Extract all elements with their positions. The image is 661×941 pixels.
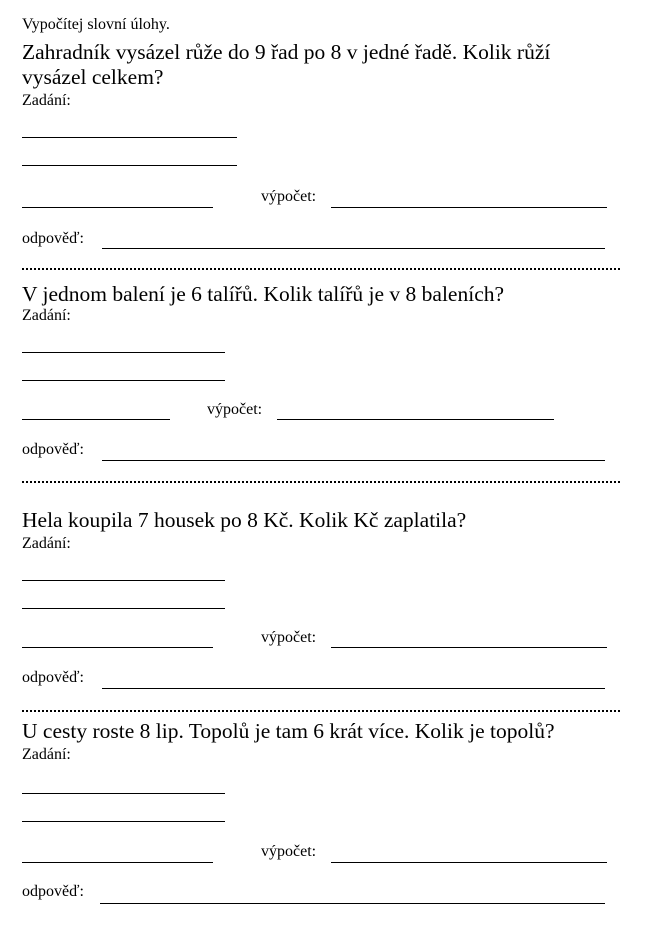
problem-3-text-line1: Hela koupila 7 housek po 8 Kč. Kolik Kč zaplatila? [22,508,467,532]
problem-4-vypocet-label: výpočet: [261,843,317,860]
problem-1-zadani-line-2[interactable] [22,165,237,166]
separator-dotted-3 [22,710,620,712]
separator-dotted-1 [22,268,620,270]
problem-3-vypocet-label: výpočet: [261,629,317,646]
problem-4-zadani-line-3[interactable] [22,862,213,863]
problem-4-zadani-line-1[interactable] [22,793,225,794]
problem-4-vypocet-line[interactable] [331,862,607,863]
problem-3-vypocet-line[interactable] [331,647,607,648]
problem-1-text-line2: vysázel celkem? [22,65,164,89]
problem-2-odpoved-line[interactable] [102,460,605,461]
problem-4-odpoved-label: odpověď: [22,883,84,900]
problem-3-odpoved-label: odpověď: [22,669,84,686]
problem-2-zadani-line-1[interactable] [22,352,225,353]
problem-2-vypocet-line[interactable] [277,419,554,420]
problem-4-odpoved-line[interactable] [100,903,605,904]
problem-1-zadani-label: Zadání: [22,92,71,109]
problem-3-zadani-label: Zadání: [22,535,71,552]
problem-4-zadani-line-2[interactable] [22,821,225,822]
separator-dotted-2 [22,481,620,483]
instruction-text: Vypočítej slovní úlohy. [22,16,170,33]
problem-2-zadani-label: Zadání: [22,307,71,324]
problem-2-text-line1: V jednom balení je 6 talířů. Kolik talířů je v 8 baleních? [22,282,505,306]
problem-4-zadani-label: Zadání: [22,746,71,763]
problem-2-zadani-line-2[interactable] [22,380,225,381]
problem-3-odpoved-line[interactable] [102,688,605,689]
problem-1-text-line1: Zahradník vysázel růže do 9 řad po 8 v jedné řadě. Kolik růží [22,40,551,64]
problem-1-vypocet-line[interactable] [331,207,607,208]
problem-2-zadani-line-3[interactable] [22,419,170,420]
problem-2-odpoved-label: odpověď: [22,441,84,458]
problem-4-text-line1: U cesty roste 8 lip. Topolů je tam 6 krát více. Kolik je topolů? [22,719,555,743]
problem-1-vypocet-label: výpočet: [261,188,317,205]
problem-1-zadani-line-1[interactable] [22,137,237,138]
problem-1-odpoved-label: odpověď: [22,230,84,247]
problem-3-zadani-line-2[interactable] [22,608,225,609]
problem-2-vypocet-label: výpočet: [207,401,263,418]
problem-3-zadani-line-1[interactable] [22,580,225,581]
problem-1-odpoved-line[interactable] [102,248,605,249]
problem-1-zadani-line-3[interactable] [22,207,213,208]
problem-3-zadani-line-3[interactable] [22,647,213,648]
